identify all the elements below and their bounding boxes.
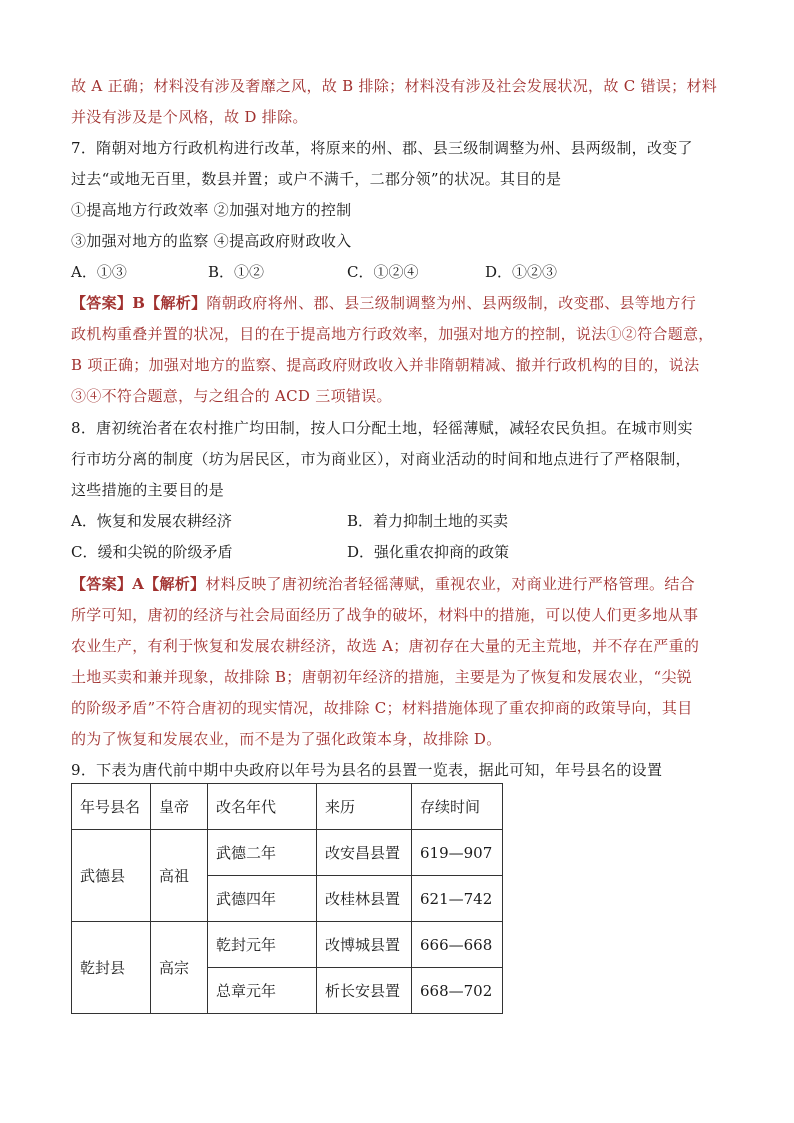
table-cell-origin: 改博城县置 xyxy=(317,922,412,968)
table-cell-span: 619—907 xyxy=(412,830,503,876)
county-table xyxy=(71,783,503,1014)
table-header-row xyxy=(72,784,503,830)
q7-option-d: D．①②③ xyxy=(485,263,558,281)
table-cell-year: 武德二年 xyxy=(208,830,317,876)
q8-option-a: A．恢复和发展农耕经济 xyxy=(71,512,232,530)
q9-stem: 9．下表为唐代前中期中央政府以年号为县名的县置一览表，据此可知，年号县名的设置 xyxy=(71,761,663,779)
table-header-cell: 改名年代 xyxy=(208,784,317,830)
table-cell-origin: 改桂林县置 xyxy=(317,876,412,922)
table-header-cell: 年号县名 xyxy=(72,784,151,830)
table-cell-span: 666—668 xyxy=(412,922,503,968)
q7-answer-line-2: 政机构重叠并置的状况，目的在于提高地方行政效率，加强对地方的控制，说法①②符合题意， xyxy=(71,325,714,343)
table-header-cell: 皇帝 xyxy=(151,784,208,830)
q8-answer-line-6: 的为了恢复和发展农业，而不是为了强化政策本身，故排除 D。 xyxy=(71,730,502,748)
table-cell-year: 武德四年 xyxy=(208,876,317,922)
prev-answer-line-2: 并没有涉及是个风格，故 D 排除。 xyxy=(71,108,308,126)
table-cell-origin: 析长安县置 xyxy=(317,968,412,1014)
q8-answer-line-1 xyxy=(71,574,695,594)
q8-option-b: B．着力抑制土地的买卖 xyxy=(347,512,509,530)
q8-option-c: C．缓和尖锐的阶级矛盾 xyxy=(71,543,233,561)
q8-stem-line-1: 8．唐初统治者在农村推广均田制，按人口分配土地，轻徭薄赋，减轻农民负担。在城市则实 xyxy=(71,419,693,437)
q7-option-c: C．①②④ xyxy=(347,263,419,281)
q7-stem-line-2: 过去“或地无百里，数县并置；或户不满千，二郡分领”的状况。其目的是 xyxy=(71,170,562,188)
q8-option-d: D．强化重农抑商的政策 xyxy=(347,543,510,561)
table-cell-span: 621—742 xyxy=(412,876,503,922)
q8-answer-tag: 【答案】A【解析】 xyxy=(71,575,206,593)
q7-option-a: A．①③ xyxy=(71,263,127,281)
table-cell-county: 武德县 xyxy=(72,830,151,922)
q7-answer-line-3: B 项正确；加强对地方的监察、提高政府财政收入并非隋朝精减、撤并行政机构的目的，说法 xyxy=(71,356,700,374)
table-cell-origin: 改安昌县置 xyxy=(317,830,412,876)
q8-answer-line-4: 土地买卖和兼并现象，故排除 B；唐朝初年经济的措施，主要是为了恢复和发展农业，“尖锐 xyxy=(71,668,693,686)
q8-answer-line-5: 的阶级矛盾”不符合唐初的现实情况，故排除 C；材料措施体现了重农抑商的政策导向，其目 xyxy=(71,699,693,717)
table-cell-emperor: 高祖 xyxy=(151,830,208,922)
table-row xyxy=(72,830,503,876)
table-cell-county: 乾封县 xyxy=(72,922,151,1014)
q7-item-line-2: ③加强对地方的监察 ④提高政府财政收入 xyxy=(71,232,352,250)
q8-stem-line-3: 这些措施的主要目的是 xyxy=(71,481,225,499)
prev-answer-line-1: 故 A 正确；材料没有涉及奢靡之风，故 B 排除；材料没有涉及社会发展状况，故 C 错误；材料 xyxy=(71,77,718,95)
table-cell-year: 总章元年 xyxy=(208,968,317,1014)
q8-answer-line-2: 所学可知，唐初的经济与社会局面经历了战争的破坏，材料中的措施，可以使人们更多地从事 xyxy=(71,606,699,624)
table-cell-span: 668—702 xyxy=(412,968,503,1014)
table-header-cell: 来历 xyxy=(317,784,412,830)
q7-stem-line-1: 7．隋朝对地方行政机构进行改革，将原来的州、郡、县三级制调整为州、县两级制，改变了 xyxy=(71,139,693,157)
q7-option-b: B．①② xyxy=(208,263,265,281)
table-row xyxy=(72,922,503,968)
q8-stem-line-2: 行市坊分离的制度（坊为居民区，市为商业区），对商业活动的时间和地点进行了严格限制， xyxy=(71,450,691,468)
q7-answer-line-4: ③④不符合题意，与之组合的 ACD 三项错误。 xyxy=(71,387,392,405)
q8-answer-line-3: 农业生产，有利于恢复和发展农耕经济，故选 A；唐初存在大量的无主荒地，并不存在严重的 xyxy=(71,637,700,655)
q7-answer-text-1: 隋朝政府将州、郡、县三级制调整为州、县两级制，改变郡、县等地方行 xyxy=(206,294,696,312)
q8-answer-text-1: 材料反映了唐初统治者轻徭薄赋，重视农业，对商业进行严格管理。结合 xyxy=(205,575,695,593)
table-header-cell: 存续时间 xyxy=(412,784,503,830)
q7-item-line-1: ①提高地方行政效率 ②加强对地方的控制 xyxy=(71,201,352,219)
q7-answer-line-1 xyxy=(71,293,696,313)
table-cell-year: 乾封元年 xyxy=(208,922,317,968)
table-cell-emperor: 高宗 xyxy=(151,922,208,1014)
q7-answer-tag: 【答案】B【解析】 xyxy=(71,294,207,312)
